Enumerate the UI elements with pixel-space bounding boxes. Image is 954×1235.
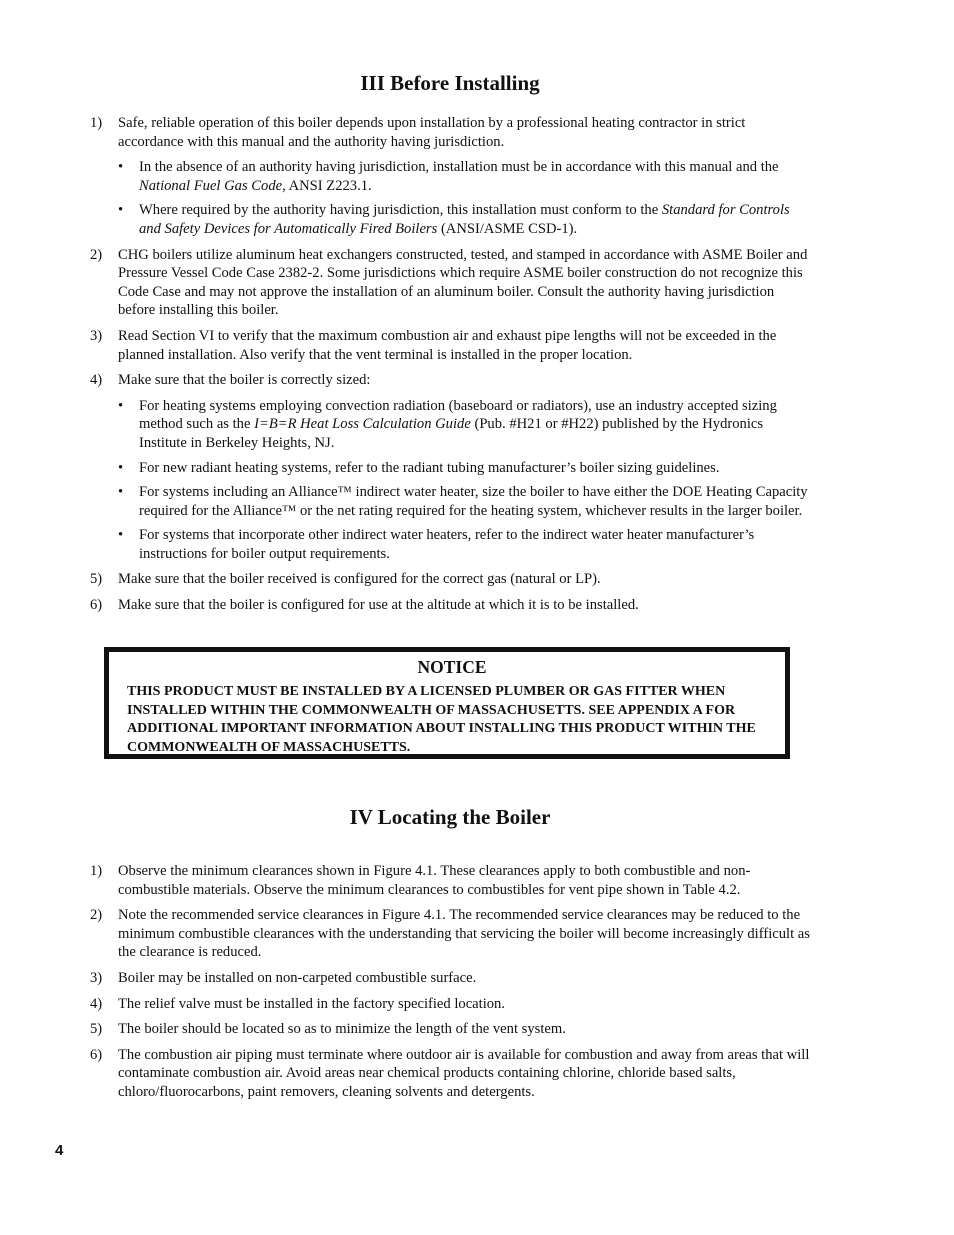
bullet-marker: • [118,397,124,414]
bullet-marker: • [118,527,124,544]
list-item [90,114,810,239]
bullet-item [118,483,810,520]
bullet-item [118,158,810,195]
bullet-item [118,397,810,453]
bullet-marker: • [118,484,124,501]
item-text: The relief valve must be installed in the factory specified location. [118,995,505,1012]
list-item [90,906,810,962]
list-item [90,1020,810,1039]
item-text: Make sure that the boiler is configured for use at the altitude at which it is to be installed. [118,597,639,614]
item-number: 5) [90,1021,103,1038]
item-number: 1) [90,115,103,131]
item-number: 4) [90,995,103,1012]
item-number: 2) [90,907,103,924]
bullet-marker: • [118,202,124,219]
item-number: 4) [90,372,103,389]
item-text: CHG boilers utilize aluminum heat exchangers constructed, tested, and stamped in accordance with ASME Boiler and Pressure Vessel Code Case 2382-2. Some jurisdictions which require ASME boiler construction do not recognize this Code Case and may not approve the installation of an aluminum boiler. Consult the authority having jurisdiction before installing this boiler. [118,246,808,319]
notice-box [104,647,790,759]
bullet-text: In the absence of an authority having jurisdiction, installation must be in accordance with this manual and the [139,159,779,176]
list-item [90,327,810,364]
item-number: 3) [90,327,103,344]
item-text: Safe, reliable operation of this boiler depends upon installation by a professional heating contractor in strict accordance with this manual and the authority having jurisdiction. [118,115,746,150]
before-installing-list [90,114,810,622]
item-text: Observe the minimum clearances shown in Figure 4.1. These clearances apply to both combustible and non-combustible materials. Observe the minimum clearances to combustibles for vent pipe shown in Table 4.2. [118,863,751,898]
list-item [90,570,810,589]
bullet-text: (ANSI/ASME CSD-1). [437,220,578,237]
item-text: Note the recommended service clearances in Figure 4.1. The recommended service clearances may be reduced to the minimum combustible clearances with the understanding that servicing the boiler will become increasingly difficult as the clearance is reduced. [118,907,810,961]
notice-title: NOTICE [417,657,487,677]
item-number: 2) [90,246,103,263]
bullet-item [118,201,810,238]
bullet-item [118,526,810,563]
list-item [90,246,810,320]
bullet-text: (Pub. #H21 or #H22) published by the Hydronics Institute in Berkeley Heights, NJ. [139,416,764,451]
list-item [90,995,810,1014]
bullet-text: For systems that incorporate other indirect water heaters, refer to the indirect water heater manufacturer’s instructions for boiler output requirements. [139,527,755,562]
bullet-marker: • [118,459,124,476]
item-text: Boiler may be installed on non-carpeted combustible surface. [118,969,477,986]
list-item [90,371,810,563]
bullet-text: Where required by the authority having jurisdiction, this installation must conform to the [139,202,662,219]
locating-boiler-list [90,862,810,1109]
code-reference: National Fuel Gas Code [139,177,283,194]
item-number: 6) [90,1046,103,1063]
list-item [90,1046,810,1102]
section-title-before-installing: III Before Installing [360,71,540,95]
item-number: 6) [90,597,103,614]
guide-reference: I=B=R Heat Loss Calculation Guide [254,416,471,433]
section-title-locating-boiler: IV Locating the Boiler [349,805,551,829]
item-number: 1) [90,863,103,879]
standard-reference: Standard for Controls and Safety Devices for Automatically Fired Boilers [139,202,790,237]
item-number: 3) [90,969,103,986]
notice-body: THIS PRODUCT MUST BE INSTALLED BY A LICENSED PLUMBER OR GAS FITTER WHEN INSTALLED WITHIN THE COMMONWEALTH OF MASSACHUSETTS. SEE APPENDIX A FOR ADDITIONAL IMPORTANT INFORMATION ABOUT INSTALLING THIS PRODUCT WITHIN THE COMMONWEALTH OF MASSACHUSETTS. [127,684,756,755]
bullet-item [118,459,810,478]
bullet-text: , ANSI Z223.1. [282,177,372,194]
item-text: Make sure that the boiler received is configured for the correct gas (natural or LP). [118,571,601,588]
list-item [90,969,810,988]
bullet-text: For systems including an Alliance™ indirect water heater, size the boiler to have either the DOE Heating Capacity required for the Alliance™ or the net rating required for the heating system, whichever results in the larger boiler. [139,484,808,519]
bullet-list [118,158,810,238]
item-text: Make sure that the boiler is correctly sized: [118,372,371,389]
list-item [90,862,810,899]
bullet-text: For heating systems employing convection radiation (baseboard or radiators), use an industry accepted sizing method such as the [139,397,777,433]
item-number: 5) [90,571,103,588]
item-text: The combustion air piping must terminate where outdoor air is available for combustion and away from areas that will contaminate combustion air. Avoid areas near chemical products containing chlorine, chloride based salts, chloro/fluorocarbons, paint removers, cleaning solvents and detergents. [118,1046,810,1100]
bullet-text: For new radiant heating systems, refer to the radiant tubing manufacturer’s boiler sizing guidelines. [139,459,720,476]
bullet-marker: • [118,159,124,176]
item-text: The boiler should be located so as to minimize the length of the vent system. [118,1021,566,1038]
bullet-list [118,397,810,564]
page-number: 4 [55,1142,64,1159]
list-item [90,596,810,615]
item-text: Read Section VI to verify that the maximum combustion air and exhaust pipe lengths will not be exceeded in the planned installation. Also verify that the vent terminal is installed in the proper location. [118,327,777,363]
